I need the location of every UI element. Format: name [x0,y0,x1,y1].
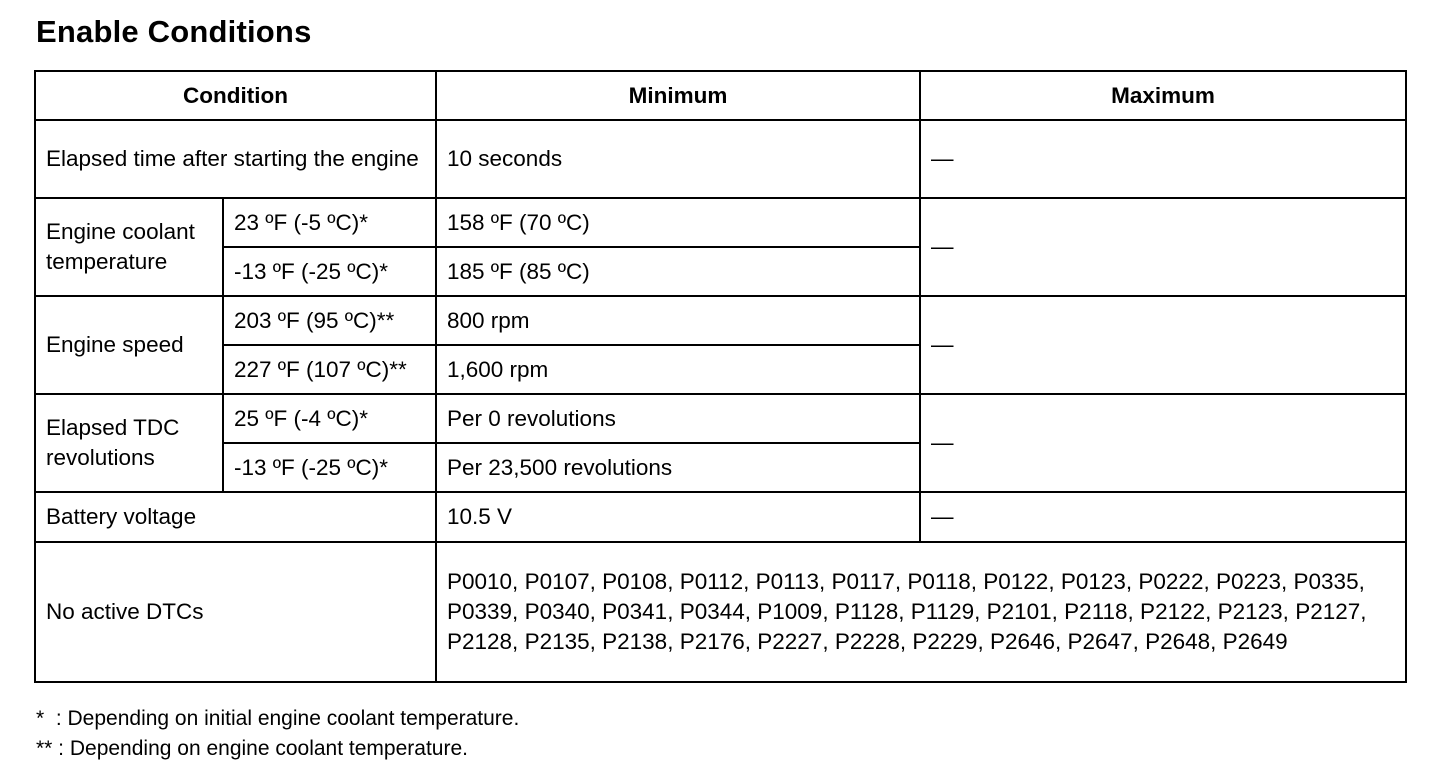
minimum-cell: 158 ºF (70 ºC) [436,198,920,247]
sub-condition-cell: -13 ºF (-25 ºC)* [223,443,436,492]
table-row-engine-speed-1 [35,296,1406,345]
enable-conditions-table [34,70,1407,683]
maximum-cell: — [920,394,1406,492]
table-row-battery [35,492,1406,542]
maximum-cell: — [920,296,1406,394]
sub-condition-cell: 203 ºF (95 ºC)** [223,296,436,345]
minimum-cell: 10.5 V [436,492,920,542]
minimum-cell: 10 seconds [436,120,920,198]
condition-cell: Elapsed time after starting the engine [35,120,436,198]
footnotes [36,704,519,764]
footnote: * : Depending on initial engine coolant temperature. [36,707,520,730]
page-title: Enable Conditions [36,14,312,49]
condition-cell: Battery voltage [35,492,436,542]
minimum-cell: Per 23,500 revolutions [436,443,920,492]
condition-cell: No active DTCs [35,542,436,682]
table-row-elapsed-time [35,120,1406,198]
sub-condition-cell: 23 ºF (-5 ºC)* [223,198,436,247]
dtc-list-cell: P0010, P0107, P0108, P0112, P0113, P0117, P0118, P0122, P0123, P0222, P0223, P0335, P0339, P0340, P0341, P0344, P1009, P1128, P1129, P2101, P2118, P2122, P2123, P2127, P2128, P2135, P2138, P2176, P2227, P2228, P2229, P2646, P2647, P2648, P2649 [436,542,1406,682]
maximum-cell: — [920,198,1406,296]
table-header-row [35,71,1406,120]
minimum-cell: 185 ºF (85 ºC) [436,247,920,296]
table-row-tdc-1 [35,394,1406,443]
table-row-ect-1 [35,198,1406,247]
header-maximum: Maximum [920,71,1406,120]
sub-condition-cell: 25 ºF (-4 ºC)* [223,394,436,443]
minimum-cell: 1,600 rpm [436,345,920,394]
sub-condition-cell: 227 ºF (107 ºC)** [223,345,436,394]
condition-cell: Engine speed [35,296,223,394]
header-minimum: Minimum [436,71,920,120]
maximum-cell: — [920,492,1406,542]
condition-cell: Elapsed TDC revolutions [35,394,223,492]
header-condition: Condition [35,71,436,120]
condition-cell: Engine coolant temperature [35,198,223,296]
sub-condition-cell: -13 ºF (-25 ºC)* [223,247,436,296]
minimum-cell: 800 rpm [436,296,920,345]
maximum-cell: — [920,120,1406,198]
table-row-dtc [35,542,1406,682]
minimum-cell: Per 0 revolutions [436,394,920,443]
footnote: ** : Depending on engine coolant temperature. [36,737,468,760]
